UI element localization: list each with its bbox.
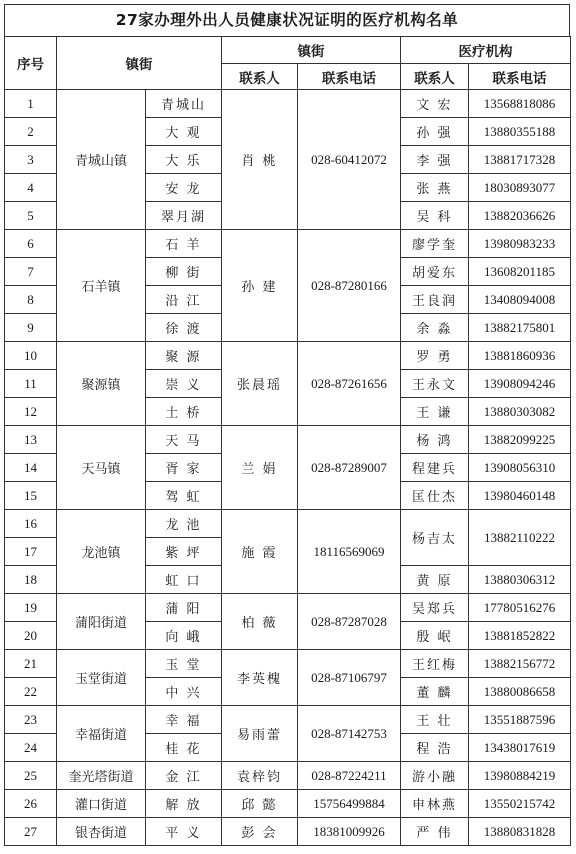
table-row bbox=[5, 594, 571, 622]
seq-cell: 27 bbox=[5, 818, 57, 846]
seq-cell: 7 bbox=[5, 258, 57, 286]
med-contact-cell: 王良润 bbox=[401, 286, 469, 314]
sub-area-cell: 大 观 bbox=[146, 118, 222, 146]
table-row bbox=[5, 818, 571, 846]
med-contact-cell: 申林燕 bbox=[401, 790, 469, 818]
med-contact-cell: 殷 岷 bbox=[401, 622, 469, 650]
sub-area-cell: 中 兴 bbox=[146, 678, 222, 706]
town-phone-cell: 028-87289007 bbox=[298, 426, 401, 510]
town-contact-cell: 施 霞 bbox=[222, 510, 298, 594]
header-contact: 联系人 bbox=[222, 64, 298, 90]
med-contact-cell: 廖学奎 bbox=[401, 230, 469, 258]
seq-cell: 14 bbox=[5, 454, 57, 482]
med-contact-cell: 孙 强 bbox=[401, 118, 469, 146]
header-med-phone: 联系电话 bbox=[469, 64, 571, 90]
med-phone-cell: 13882099225 bbox=[469, 426, 571, 454]
med-contact-cell: 王红梅 bbox=[401, 650, 469, 678]
med-contact-cell: 王 壮 bbox=[401, 706, 469, 734]
sub-area-cell: 沿 江 bbox=[146, 286, 222, 314]
seq-cell: 1 bbox=[5, 90, 57, 118]
table-row bbox=[5, 510, 571, 538]
med-phone-cell: 13980983233 bbox=[469, 230, 571, 258]
med-contact-cell: 黄 原 bbox=[401, 566, 469, 594]
med-phone-cell: 13882110222 bbox=[469, 510, 571, 566]
sub-area-cell: 翠月湖 bbox=[146, 202, 222, 230]
town-contact-cell: 袁梓钧 bbox=[222, 762, 298, 790]
town-contact-cell: 彭 会 bbox=[222, 818, 298, 846]
med-phone-cell: 13550215742 bbox=[469, 790, 571, 818]
med-phone-cell: 13608201185 bbox=[469, 258, 571, 286]
seq-cell: 22 bbox=[5, 678, 57, 706]
sub-area-cell: 安 龙 bbox=[146, 174, 222, 202]
town-cell: 聚源镇 bbox=[57, 342, 146, 426]
med-phone-cell: 13880306312 bbox=[469, 566, 571, 594]
med-phone-cell: 13880086658 bbox=[469, 678, 571, 706]
seq-cell: 24 bbox=[5, 734, 57, 762]
clinic-list-table bbox=[4, 36, 571, 846]
med-phone-cell: 13881860936 bbox=[469, 342, 571, 370]
seq-cell: 3 bbox=[5, 146, 57, 174]
header-row-top bbox=[5, 37, 571, 64]
town-cell: 石羊镇 bbox=[57, 230, 146, 342]
med-phone-cell: 13980884219 bbox=[469, 762, 571, 790]
town-phone-cell: 028-60412072 bbox=[298, 90, 401, 230]
town-cell: 蒲阳街道 bbox=[57, 594, 146, 650]
sub-area-cell: 天 马 bbox=[146, 426, 222, 454]
med-contact-cell: 余 淼 bbox=[401, 314, 469, 342]
med-contact-cell: 杨吉太 bbox=[401, 510, 469, 566]
town-contact-cell: 李英槐 bbox=[222, 650, 298, 706]
town-phone-cell: 028-87280166 bbox=[298, 230, 401, 342]
table-row bbox=[5, 706, 571, 734]
town-contact-cell: 孙 建 bbox=[222, 230, 298, 342]
town-cell: 幸福街道 bbox=[57, 706, 146, 762]
med-contact-cell: 杨 鸿 bbox=[401, 426, 469, 454]
med-contact-cell: 吴郑兵 bbox=[401, 594, 469, 622]
seq-cell: 16 bbox=[5, 510, 57, 538]
med-contact-cell: 张 燕 bbox=[401, 174, 469, 202]
med-contact-cell: 文 宏 bbox=[401, 90, 469, 118]
sub-area-cell: 崇 义 bbox=[146, 370, 222, 398]
med-contact-cell: 严 伟 bbox=[401, 818, 469, 846]
seq-cell: 6 bbox=[5, 230, 57, 258]
town-cell: 奎光塔街道 bbox=[57, 762, 146, 790]
sub-area-cell: 胥 家 bbox=[146, 454, 222, 482]
med-contact-cell: 王 谦 bbox=[401, 398, 469, 426]
sub-area-cell: 紫 坪 bbox=[146, 538, 222, 566]
town-cell: 青城山镇 bbox=[57, 90, 146, 230]
sub-area-cell: 青城山 bbox=[146, 90, 222, 118]
seq-cell: 8 bbox=[5, 286, 57, 314]
med-phone-cell: 13568818086 bbox=[469, 90, 571, 118]
med-contact-cell: 胡爱东 bbox=[401, 258, 469, 286]
seq-cell: 26 bbox=[5, 790, 57, 818]
sub-area-cell: 向 峨 bbox=[146, 622, 222, 650]
med-contact-cell: 吴 科 bbox=[401, 202, 469, 230]
town-phone-cell: 028-87287028 bbox=[298, 594, 401, 650]
med-contact-cell: 匡仕杰 bbox=[401, 482, 469, 510]
sub-area-cell: 玉 堂 bbox=[146, 650, 222, 678]
town-contact-cell: 张晨瑶 bbox=[222, 342, 298, 426]
med-phone-cell: 13882036626 bbox=[469, 202, 571, 230]
med-contact-cell: 程 浩 bbox=[401, 734, 469, 762]
town-cell: 天马镇 bbox=[57, 426, 146, 510]
med-contact-cell: 王永文 bbox=[401, 370, 469, 398]
med-phone-cell: 13551887596 bbox=[469, 706, 571, 734]
seq-cell: 10 bbox=[5, 342, 57, 370]
med-contact-cell: 董 麟 bbox=[401, 678, 469, 706]
town-contact-cell: 柏 薇 bbox=[222, 594, 298, 650]
sub-area-cell: 幸 福 bbox=[146, 706, 222, 734]
seq-cell: 4 bbox=[5, 174, 57, 202]
seq-cell: 23 bbox=[5, 706, 57, 734]
med-phone-cell: 13880831828 bbox=[469, 818, 571, 846]
med-phone-cell: 13880355188 bbox=[469, 118, 571, 146]
town-phone-cell: 18381009926 bbox=[298, 818, 401, 846]
seq-cell: 11 bbox=[5, 370, 57, 398]
header-seq: 序号 bbox=[5, 37, 57, 90]
med-contact-cell: 李 强 bbox=[401, 146, 469, 174]
sub-area-cell: 驾 虹 bbox=[146, 482, 222, 510]
table-body bbox=[5, 90, 571, 846]
seq-cell: 21 bbox=[5, 650, 57, 678]
table-row bbox=[5, 762, 571, 790]
document-sheet bbox=[4, 4, 570, 846]
town-phone-cell: 028-87142753 bbox=[298, 706, 401, 762]
sub-area-cell: 石 羊 bbox=[146, 230, 222, 258]
town-phone-cell: 15756499884 bbox=[298, 790, 401, 818]
seq-cell: 15 bbox=[5, 482, 57, 510]
town-contact-cell: 兰 娟 bbox=[222, 426, 298, 510]
med-phone-cell: 13880303082 bbox=[469, 398, 571, 426]
sub-area-cell: 柳 街 bbox=[146, 258, 222, 286]
med-phone-cell: 13408094008 bbox=[469, 286, 571, 314]
seq-cell: 2 bbox=[5, 118, 57, 146]
seq-cell: 18 bbox=[5, 566, 57, 594]
med-contact-cell: 程建兵 bbox=[401, 454, 469, 482]
med-phone-cell: 13908056310 bbox=[469, 454, 571, 482]
seq-cell: 5 bbox=[5, 202, 57, 230]
seq-cell: 20 bbox=[5, 622, 57, 650]
header-med-contact: 联系人 bbox=[401, 64, 469, 90]
table-row bbox=[5, 650, 571, 678]
sub-area-cell: 大 乐 bbox=[146, 146, 222, 174]
med-contact-cell: 游小融 bbox=[401, 762, 469, 790]
med-phone-cell: 13881717328 bbox=[469, 146, 571, 174]
town-phone-cell: 028-87261656 bbox=[298, 342, 401, 426]
sub-area-cell: 桂 花 bbox=[146, 734, 222, 762]
town-cell: 银杏街道 bbox=[57, 818, 146, 846]
seq-cell: 19 bbox=[5, 594, 57, 622]
sub-area-cell: 土 桥 bbox=[146, 398, 222, 426]
town-phone-cell: 18116569069 bbox=[298, 510, 401, 594]
med-contact-cell: 罗 勇 bbox=[401, 342, 469, 370]
town-cell: 龙池镇 bbox=[57, 510, 146, 594]
sub-area-cell: 虹 口 bbox=[146, 566, 222, 594]
med-phone-cell: 13882156772 bbox=[469, 650, 571, 678]
seq-cell: 12 bbox=[5, 398, 57, 426]
town-contact-cell: 肖 桃 bbox=[222, 90, 298, 230]
town-phone-cell: 028-87224211 bbox=[298, 762, 401, 790]
town-phone-cell: 028-87106797 bbox=[298, 650, 401, 706]
table-row bbox=[5, 90, 571, 118]
header-town: 镇街 bbox=[57, 37, 222, 90]
med-phone-cell: 18030893077 bbox=[469, 174, 571, 202]
sub-area-cell: 徐 渡 bbox=[146, 314, 222, 342]
sub-area-cell: 解 放 bbox=[146, 790, 222, 818]
sub-area-cell: 龙 池 bbox=[146, 510, 222, 538]
med-phone-cell: 17780516276 bbox=[469, 594, 571, 622]
sub-area-cell: 蒲 阳 bbox=[146, 594, 222, 622]
seq-cell: 13 bbox=[5, 426, 57, 454]
header-med-group: 医疗机构 bbox=[401, 37, 571, 64]
header-phone: 联系电话 bbox=[298, 64, 401, 90]
sub-area-cell: 金 江 bbox=[146, 762, 222, 790]
table-row bbox=[5, 426, 571, 454]
table-row bbox=[5, 342, 571, 370]
town-contact-cell: 邱 懿 bbox=[222, 790, 298, 818]
header-town-group: 镇街 bbox=[222, 37, 401, 64]
med-phone-cell: 13882175801 bbox=[469, 314, 571, 342]
seq-cell: 25 bbox=[5, 762, 57, 790]
seq-cell: 9 bbox=[5, 314, 57, 342]
town-cell: 灌口街道 bbox=[57, 790, 146, 818]
sub-area-cell: 平 义 bbox=[146, 818, 222, 846]
table-row bbox=[5, 230, 571, 258]
med-phone-cell: 13881852822 bbox=[469, 622, 571, 650]
document-title: 27家办理外出人员健康状况证明的医疗机构名单 bbox=[4, 4, 570, 36]
town-contact-cell: 易雨蕾 bbox=[222, 706, 298, 762]
med-phone-cell: 13438017619 bbox=[469, 734, 571, 762]
table-row bbox=[5, 790, 571, 818]
sub-area-cell: 聚 源 bbox=[146, 342, 222, 370]
seq-cell: 17 bbox=[5, 538, 57, 566]
town-cell: 玉堂街道 bbox=[57, 650, 146, 706]
med-phone-cell: 13908094246 bbox=[469, 370, 571, 398]
med-phone-cell: 13980460148 bbox=[469, 482, 571, 510]
